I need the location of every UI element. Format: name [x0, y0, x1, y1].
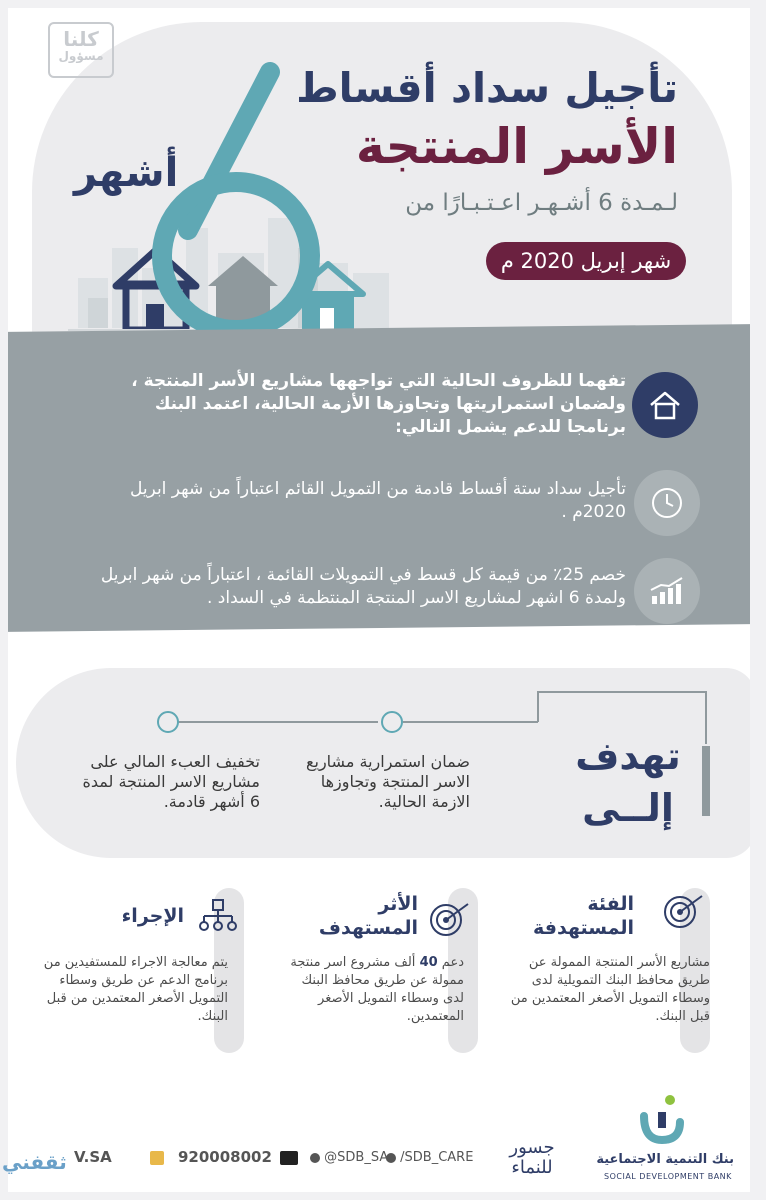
growth-chart-icon [648, 576, 686, 606]
title-line1: تأجيل سداد أقساط [296, 64, 678, 112]
bullet-discount: خصم 25٪ من قيمة كل قسط في التمويلات القائمة ، اعتباراً من شهر ابريل ولمدة 6 اشهر لمشاريع الاسر المنتجة المنتظمة في السداد . [100, 565, 626, 608]
target-text: مشاريع الأسر المنتجة الممولة عن طريق محافظ البنك التمويلية لدى وسطاء التمويل الأصغر المعتمدين من قبل البنك. [510, 955, 710, 1024]
aim-continuity: ضمان استمرارية مشاريع الاسر المنتجة وتجاوزها الازمة الحالية. [305, 752, 470, 811]
phone-number[interactable]: 920008002 [178, 1148, 272, 1166]
twitter-handle[interactable]: @SDB_SA [310, 1150, 388, 1165]
thaqafni-watermark: ثقفني [2, 1150, 67, 1174]
kulluna-masool-logo: كلنا مسؤول [48, 22, 114, 78]
target-icon [662, 892, 706, 930]
big-six-numeral [140, 60, 320, 346]
target-title: الفئة المستهدفة [533, 893, 634, 939]
clock-icon-circle [634, 470, 700, 536]
unified-number-badge [280, 1151, 298, 1165]
clock-icon [650, 486, 684, 520]
intro-text: تفهما للظروف الحالية التي تواجهها مشاريع الأسر المنتجة ، ولضمان استمراريتها وتجاوزها الأزمة الحالية، اعتمد البنك برنامجا للدعم يشمل التالي: [131, 371, 626, 437]
house-icon [648, 390, 682, 420]
procedure-title: الإجراء [121, 905, 184, 927]
aim-relief: تخفيف العبء المالي على مشاريع الاسر المنتجة لمدة 6 أشهر قادمة. [82, 752, 260, 811]
hierarchy-icon [198, 898, 238, 934]
jusur-logo: جسور للنماء [509, 1137, 555, 1178]
title-line2: الأسر المنتجة [355, 118, 678, 175]
accessibility-icon [150, 1151, 164, 1165]
months-word: أشهر [74, 150, 179, 196]
aims-heading: تهدف إلــى [575, 734, 681, 830]
bank-name-en: SOCIAL DEVELOPMENT BANK [604, 1172, 732, 1181]
impact-title: الأثر المستهدف [318, 893, 418, 939]
bank-name-ar: بنك التنمية الاجتماعية [596, 1152, 734, 1167]
subtitle: لـمـدة 6 أشـهـر اعـتـبـارًا من [405, 190, 678, 216]
date-badge [486, 242, 686, 280]
impact-text: دعم 40 ألف مشروع اسر منتجة ممولة عن طريق محافظ البنك لدى وسطاء التمويل الأصغر المعتمدين. [290, 955, 464, 1024]
sdb-logo-mark [638, 1094, 686, 1146]
chart-icon-circle [634, 558, 700, 624]
impact-target-icon [428, 900, 472, 938]
bullet-deferral: تأجيل سداد ستة أقساط قادمة من التمويل القائم اعتباراً من شهر ابريل 2020م . [129, 479, 626, 522]
website-link[interactable]: V.SA [74, 1148, 112, 1166]
date-badge-label: شهر إبريل 2020 م [500, 249, 672, 273]
house-icon-circle [632, 372, 698, 438]
impact-number: 40 [419, 955, 438, 970]
care-handle[interactable]: /SDB_CARE [386, 1150, 473, 1165]
infographic-page [8, 8, 750, 1192]
twitter-icon [310, 1153, 320, 1163]
procedure-text: يتم معالجة الاجراء للمستفيدين من برنامج الدعم عن طريق وسطاء التمويل الأصغر المعتمدين من قبل البنك. [43, 955, 228, 1024]
